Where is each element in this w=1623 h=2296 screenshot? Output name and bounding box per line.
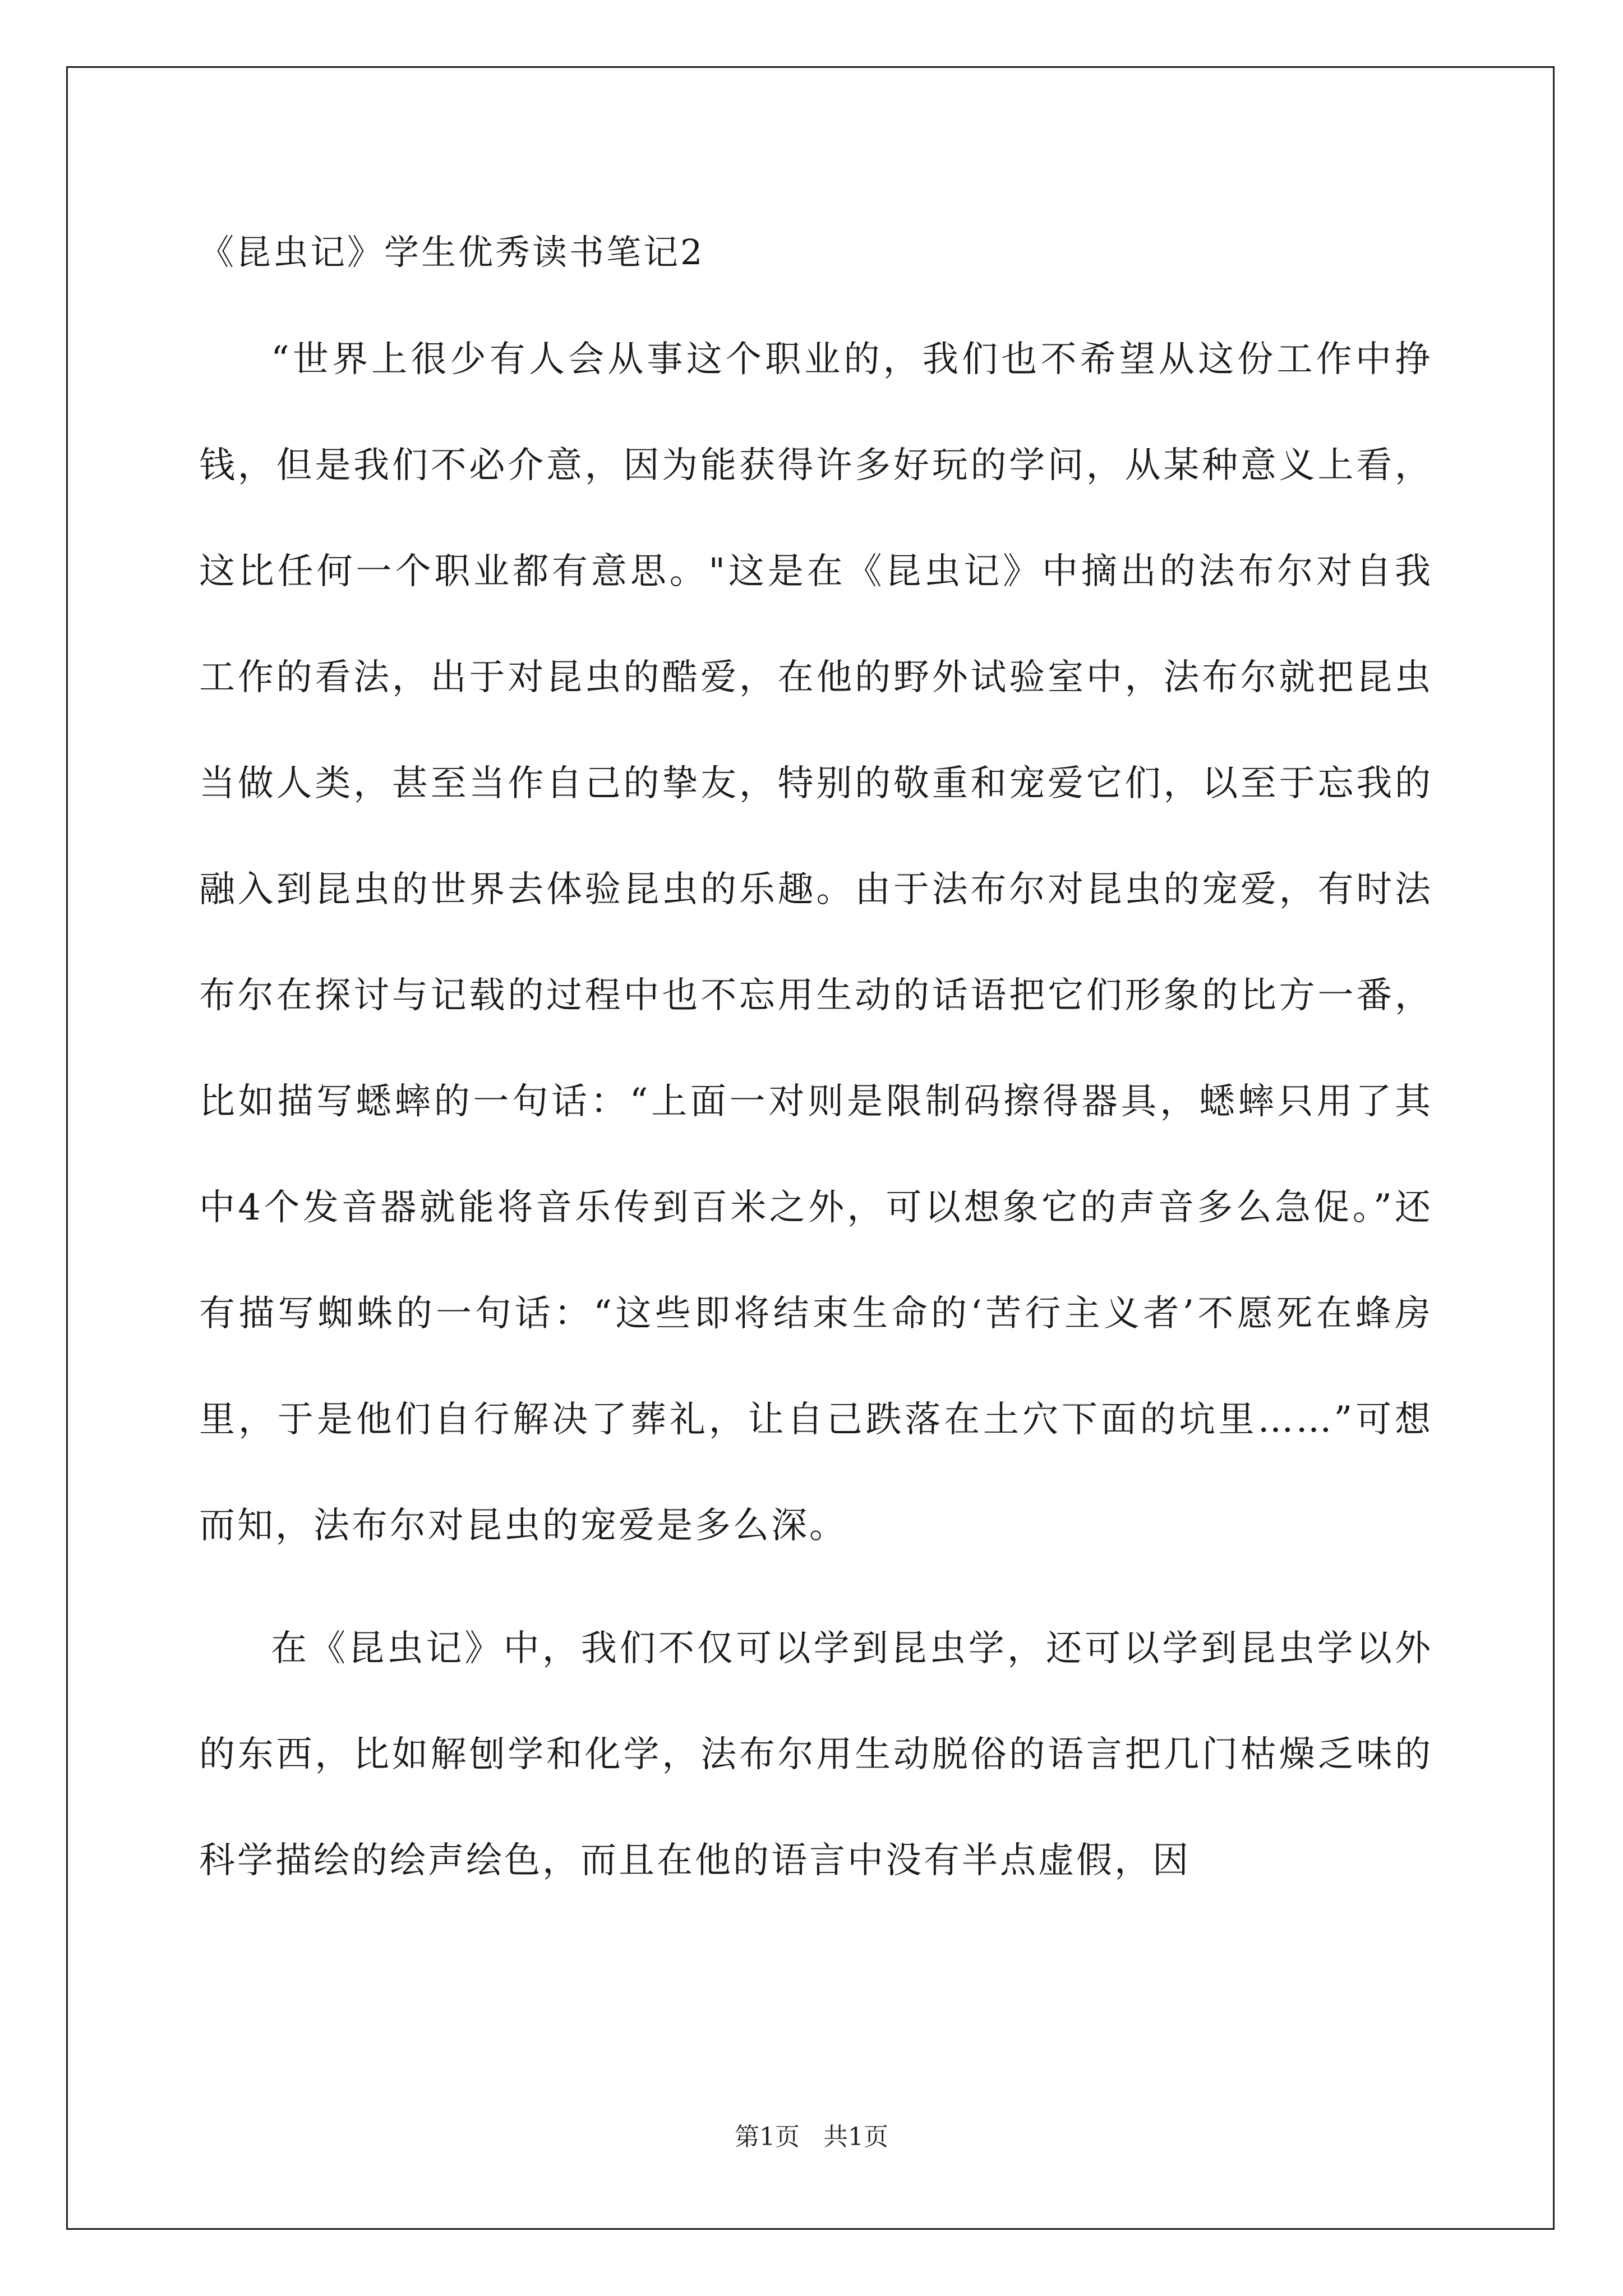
paragraph-1: “世界上很少有人会从事这个职业的，我们也不希望从这份工作中挣钱，但是我们不必介意，因为能获得许多好玩的学问，从某种意义上看，这比任何一个职业都有意思。"这是在《昆虫记》中摘出的法布尔对自我工作的看法，出于对昆虫的酷爱，在他的野外试验室中，法布尔就把昆虫当做人类，甚至当作自己的挚友，特别的敬重和宠爱它们，以至于忘我的融入到昆虫的世界去体验昆虫的乐趣。由于法布尔对昆虫的宠爱，有时法布尔在探讨与记载的过程中也不忘用生动的话语把它们形象的比方一番，比如描写蟋蟀的一句话：“上面一对则是限制码擦得器具，蟋蟀只用了其中4个发音器就能将音乐传到百米之外，可以想象它的声音多么急促。”还有描写蜘蛛的一句话：“这些即将结束生命的‘苦行主义者’不愿死在蜂房里，于是他们自行解决了葬礼，让自己跌落在土穴下面的坑里……”可想而知，法布尔对昆虫的宠爱是多么深。 [199, 339, 1433, 1547]
paragraph-2: 在《昆虫记》中，我们不仅可以学到昆虫学，还可以学到昆虫学以外的东西，比如解刨学和化学，法布尔用生动脱俗的语言把几门枯燥乏味的科学描绘的绘声绘色，而且在他的语言中没有半点虚假，因 [199, 1628, 1433, 1881]
page-number-footer: 第1页 共1页 [735, 2123, 888, 2151]
document-body [199, 222, 1433, 1931]
document-title: 《昆虫记》学生优秀读书笔记2 [199, 232, 705, 273]
